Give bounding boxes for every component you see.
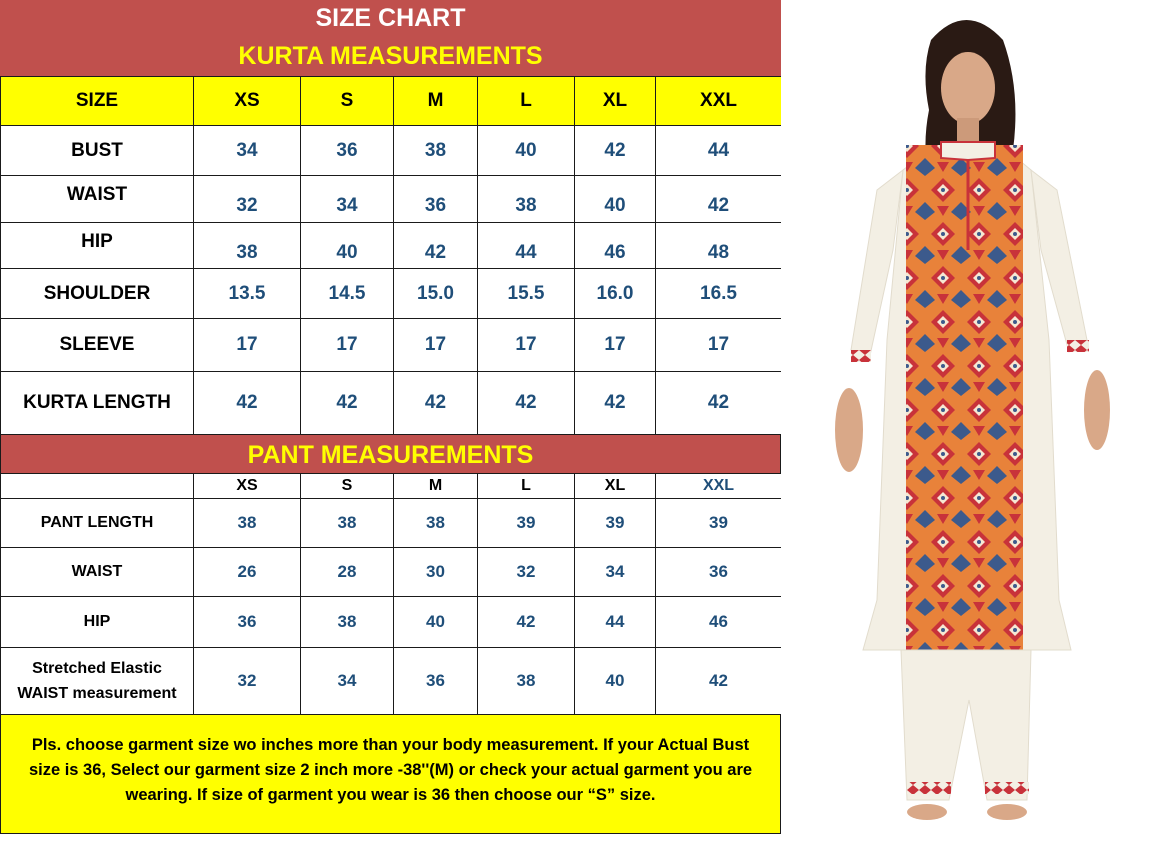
cell-value: 46 [656,597,782,648]
cell-value: 17 [394,319,478,372]
cell-value: 36 [656,548,782,597]
collar [941,142,995,160]
size-header-m: M [394,474,478,499]
size-header-l: L [478,474,575,499]
cell-value: 36 [301,126,394,176]
pant-table [0,473,782,715]
cell-value: 38 [301,597,394,648]
cell-value: 39 [656,499,782,548]
face [941,52,995,124]
cell-value: 38 [194,499,301,548]
cell-value: 40 [478,126,575,176]
cell-value: 36 [394,176,478,223]
row-label [1,648,194,715]
left-hand [835,388,863,472]
cell-value: 15.5 [478,269,575,319]
cell-value: 32 [194,648,301,715]
size-header-label: SIZE [1,77,194,126]
cell-value: 42 [656,648,782,715]
cell-value: 32 [478,548,575,597]
size-header-xl: XL [575,77,656,126]
size-header-s: S [301,77,394,126]
cell-value: 14.5 [301,269,394,319]
model-illustration [781,0,1149,839]
cell-value: 42 [394,372,478,435]
cell-value: 46 [575,223,656,269]
table-row [1,548,782,597]
size-header-xs: XS [194,77,301,126]
cell-value: 28 [301,548,394,597]
model-photo [781,0,1149,839]
table-row [1,176,782,223]
table-row [1,223,782,269]
cell-value: 36 [394,648,478,715]
cell-value: 40 [301,223,394,269]
size-header-m: M [394,77,478,126]
row-label: SLEEVE [1,319,194,372]
cell-value: 44 [575,597,656,648]
row-label-line1: Stretched Elastic [32,660,162,677]
cell-value: 44 [478,223,575,269]
size-header-xxl: XXL [656,77,782,126]
cell-value: 39 [478,499,575,548]
row-label: BUST [1,126,194,176]
table-row [1,126,782,176]
size-header-l: L [478,77,575,126]
chart-header [0,0,781,76]
cell-value: 40 [575,176,656,223]
note-line2: size is 36, Select our garment size 2 inch more -38''(M) or check your actual garment you are [28,761,753,779]
size-header-s: S [301,474,394,499]
cell-value: 13.5 [194,269,301,319]
cell-value: 34 [301,648,394,715]
cell-value: 36 [194,597,301,648]
kurta-table [0,76,782,435]
size-header-xl: XL [575,474,656,499]
cell-value: 17 [575,319,656,372]
row-label: HIP [1,223,194,269]
row-label: KURTA LENGTH [1,372,194,435]
cell-value: 42 [301,372,394,435]
cell-value: 34 [301,176,394,223]
size-advice-note [0,715,781,834]
cell-value: 42 [394,223,478,269]
kurta-section-title: KURTA MEASUREMENTS [238,42,543,70]
row-label: SHOULDER [1,269,194,319]
cell-value: 42 [575,126,656,176]
cell-value: 42 [575,372,656,435]
cell-value: 38 [301,499,394,548]
cell-value: 15.0 [394,269,478,319]
pant-size-header-row [1,474,782,499]
right-hand [1084,370,1110,450]
cell-value: 30 [394,548,478,597]
cell-value: 42 [478,372,575,435]
cell-value: 17 [478,319,575,372]
cell-value: 16.0 [575,269,656,319]
cell-value: 38 [394,126,478,176]
cell-value: 38 [394,499,478,548]
cell-value: 34 [194,126,301,176]
printed-panel [906,145,1023,657]
size-header-xs: XS [194,474,301,499]
pants [901,650,1031,800]
size-chart-title: SIZE CHART [315,4,466,32]
cell-value: 26 [194,548,301,597]
row-label: WAIST [1,176,194,223]
cell-value: 42 [656,372,782,435]
row-label: WAIST [1,548,194,597]
row-label: PANT LENGTH [1,499,194,548]
table-row [1,648,782,715]
cell-value: 44 [656,126,782,176]
row-label-line2: WAIST measurement [17,685,177,702]
cell-value: 42 [194,372,301,435]
cell-value: 17 [656,319,782,372]
cell-value: 16.5 [656,269,782,319]
cell-value: 39 [575,499,656,548]
cell-value: 38 [194,223,301,269]
row-label: HIP [1,597,194,648]
table-row [1,597,782,648]
note-line3: wearing. If size of garment you wear is 36 then choose our “S” size. [125,786,656,804]
table-row [1,269,782,319]
table-row [1,319,782,372]
cell-value: 17 [301,319,394,372]
pant-section-title: PANT MEASUREMENTS [0,435,781,473]
cell-value: 17 [194,319,301,372]
size-header-blank [1,474,194,499]
note-line1: Pls. choose garment size wo inches more than your body measurement. If your Actual Bust [31,736,750,754]
cell-value: 42 [478,597,575,648]
cell-value: 34 [575,548,656,597]
table-row [1,372,782,435]
cell-value: 38 [478,176,575,223]
table-row [1,499,782,548]
cell-value: 40 [394,597,478,648]
kurta-size-header-row [1,77,782,126]
cell-value: 48 [656,223,782,269]
cell-value: 40 [575,648,656,715]
size-header-xxl: XXL [656,474,782,499]
cell-value: 32 [194,176,301,223]
cell-value: 42 [656,176,782,223]
cell-value: 38 [478,648,575,715]
